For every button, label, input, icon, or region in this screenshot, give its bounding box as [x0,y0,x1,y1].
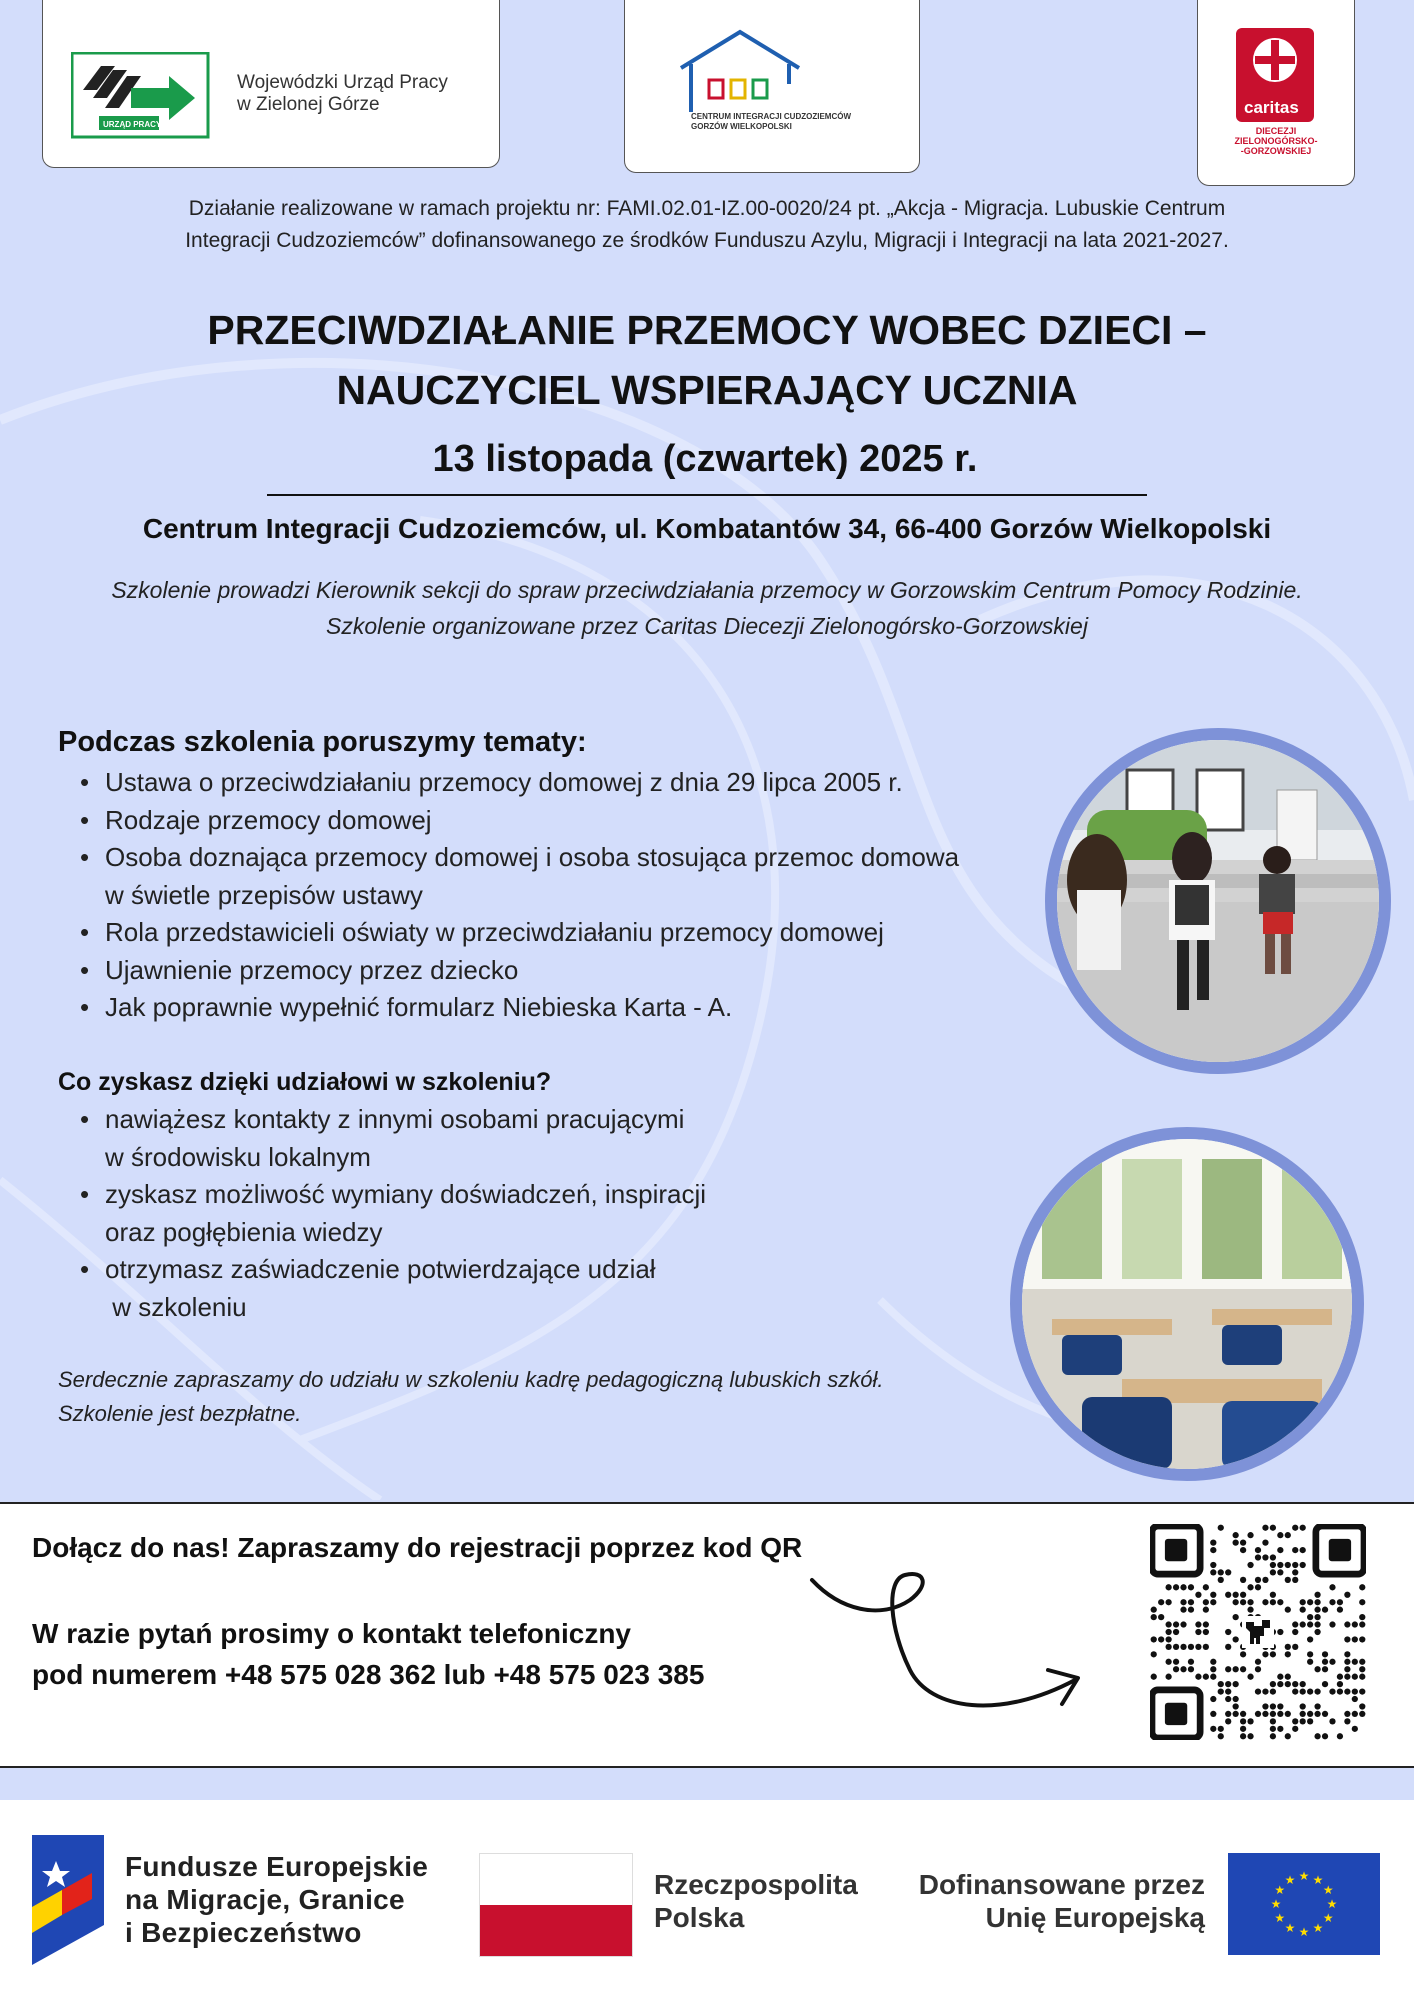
poland-flag-icon [479,1853,633,1957]
cic-logo-card [624,0,920,173]
cic-caption: CENTRUM INTEGRACJI CUDZOZIEMCÓW GORZÓW WIELKOPOLSKI [691,112,851,131]
benefits-list [58,1101,798,1326]
svg-text:★: ★ [1312,1872,1324,1887]
list-item: • Ustawa o przeciwdziałaniu przemocy domowej z dnia 29 lipca 2005 r. [58,764,1038,802]
classroom-photo [1010,1127,1364,1481]
poland-name: Rzeczpospolita Polska [654,1869,858,1933]
registration-qr-text: Dołącz do nas! Zapraszamy do rejestracji poprzez kod QR [32,1532,803,1563]
svg-text:★: ★ [1274,1883,1286,1897]
svg-text:★: ★ [1326,1897,1338,1911]
svg-text:★: ★ [1322,1883,1334,1897]
wup-logo-label: URZĄD PRACY [103,120,162,129]
benefits-heading: Co zyskasz dzięki udziałowi w szkoleniu? [58,1068,552,1096]
svg-text:★: ★ [1298,1869,1310,1883]
svg-text:★: ★ [1322,1911,1334,1925]
event-date: 13 listopada (czwartek) 2025 r. [432,438,978,480]
eu-funds-name: Fundusze Europejskie na Migracje, Granice i Bezpieczeństwo [125,1851,429,1948]
caritas-label: caritas [1244,98,1299,117]
date-underline [267,494,1147,496]
list-item: • otrzymasz zaświadczenie potwierdzające udział w szkoleniu [58,1251,798,1326]
list-item: • Jak poprawnie wypełnić formularz Niebieska Karta - A. [58,989,1038,1027]
wup-name: Wojewódzki Urząd Pracy w Zielonej Górze [237,72,448,115]
topics-heading: Podczas szkolenia poruszymy tematy: [58,726,587,758]
eu-flag-icon [1228,1853,1380,1955]
svg-text:★: ★ [1284,1872,1296,1887]
topics-list [58,764,1038,1027]
svg-text:★: ★ [1312,1921,1324,1936]
svg-text:★: ★ [1274,1911,1286,1925]
contact-info: W razie pytań prosimy o kontakt telefoniczny pod numerem +48 575 028 362 lub +48 575 023 385 [32,1618,705,1690]
list-item: • nawiążesz kontakty z innymi osobami pracującymi w środowisku lokalnym [58,1101,798,1176]
list-item: • Osoba doznająca przemocy domowej i osoba stosująca przemoc domowa w świetle przepisów ustawy [58,839,1038,914]
svg-text:★: ★ [1270,1897,1282,1911]
list-item: • zyskasz możliwość wymiany doświadczeń, inspiracji oraz pogłębienia wiedzy [58,1176,798,1251]
registration-qr-code[interactable] [1150,1524,1366,1740]
eu-funds-logo-icon [32,1835,104,1965]
eu-cofunded-text: Dofinansowane przez Unię Europejską [918,1869,1205,1933]
school-kids-photo [1045,728,1391,1074]
invitation-text: Serdecznie zapraszamy do udziału w szkoleniu kadrę pedagogiczną lubuskich szkół. Szkolenie jest bezpłatne. [58,1367,884,1426]
curly-arrow-icon [800,1560,1090,1740]
trainer-info: Szkolenie prowadzi Kierownik sekcji do spraw przeciwdziałania przemocy w Gorzowskim Centrum Pomocy Rodzinie. Szkolenie organizowane przez Caritas Diecezji Zielonogórsko-Gorzowskiej [111,577,1303,639]
list-item: • Rodzaje przemocy domowej [58,802,1038,840]
house-icon [673,28,807,112]
event-title: PRZECIWDZIAŁANIE PRZEMOCY WOBEC DZIECI – NAUCZYCIEL WSPIERAJĄCY UCZNIA [207,307,1207,413]
caritas-logo-card [1197,0,1355,186]
svg-text:★: ★ [1284,1921,1296,1936]
caritas-caption: DIECEZJI ZIELONOGÓRSKO- -GORZOWSKIEJ [1234,126,1318,156]
list-item: • Ujawnienie przemocy przez dziecko [58,952,1038,990]
wup-logo-card [42,0,500,168]
list-item: • Rola przedstawicieli oświaty w przeciwdziałaniu przemocy domowej [58,914,1038,952]
event-place: Centrum Integracji Cudzoziemców, ul. Kombatantów 34, 66-400 Gorzów Wielkopolski [142,513,1272,544]
svg-text:★: ★ [1298,1925,1310,1939]
project-info: Działanie realizowane w ramach projektu nr: FAMI.02.01-IZ.00-0020/24 pt. „Akcja - Migracja. Lubuskie Centrum Integracji Cudzoziemców” dofinansowanego ze środków Funduszu Azylu, Migracji i Integracji na lata 2021-2027. [185,197,1229,252]
